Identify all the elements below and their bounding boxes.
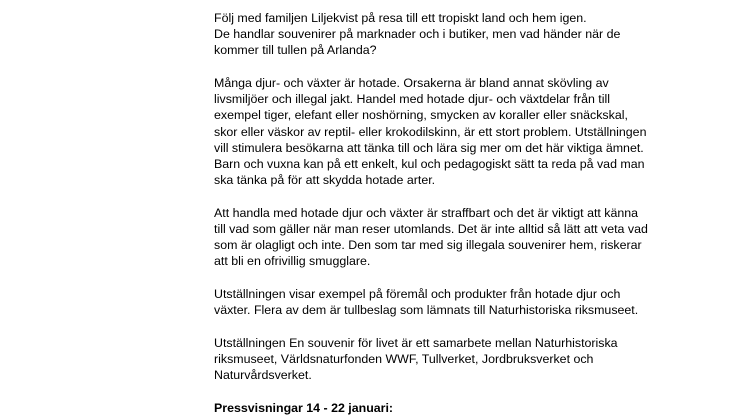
text-line: Följ med familjen Liljekvist på resa till ett tropiskt land och hem igen. xyxy=(214,11,587,25)
text-line: Barn och vuxna kan på ett enkelt, kul och pedagogiskt sätt ta reda på vad man xyxy=(214,157,645,172)
text-line: som är olagligt och inte. Den som tar med sig illegala souvenirer hem, riskerar xyxy=(214,238,642,253)
document-body xyxy=(214,10,734,416)
text-line: skor eller väskor av reptil- eller krokodilskinn, är ett stort problem. Utställningen xyxy=(214,124,647,139)
paragraph-exhibition-examples xyxy=(214,286,734,318)
text-line: vill stimulera besökarna att tänka till och lära sig mer om det här viktiga ämnet. xyxy=(214,140,644,155)
text-line: att bli en ofrivillig smugglare. xyxy=(214,254,371,269)
paragraph-threatened-species xyxy=(214,75,734,188)
text-line: Utställningen En souvenir för livet är ett samarbete mellan Naturhistoriska xyxy=(214,335,618,350)
paragraph-intro xyxy=(214,10,734,59)
text-line: Utställningen visar exempel på föremål och produkter från hotade djur och xyxy=(214,287,621,302)
text-line: livsmiljöer och illegal jakt. Handel med hotade djur- och växtdelar från till xyxy=(214,92,610,107)
text-line: växter. Flera av dem är tullbeslag som lämnats till Naturhistoriska riksmuseet. xyxy=(214,303,639,318)
paragraph-legal xyxy=(214,205,734,270)
text-line: ska tänka på för att skydda hotade arter. xyxy=(214,173,436,188)
text-line: De handlar souvenirer på marknader och i butiker, men vad händer när de xyxy=(214,27,621,42)
paragraph-collaboration xyxy=(214,335,734,384)
text-line: riksmuseet, Världsnaturfonden WWF, Tullverket, Jordbruksverket och xyxy=(214,352,594,367)
text-line: till vad som gäller när man reser utomlands. Det är inte alltid så lätt att veta vad xyxy=(214,222,648,237)
text-line: kommer till tullen på Arlanda? xyxy=(214,43,377,58)
text-line: Naturvårdsverket. xyxy=(214,368,312,383)
text-line: exempel tiger, elefant eller noshörning, smycken av koraller eller snäckskal, xyxy=(214,108,628,123)
text-line: Många djur- och växter är hotade. Orsakerna är bland annat skövling av xyxy=(214,76,609,90)
press-viewing-heading: Pressvisningar 14 - 22 januari: xyxy=(214,400,394,415)
text-line: Att handla med hotade djur och växter är straffbart och det är viktigt att känna xyxy=(214,205,639,220)
